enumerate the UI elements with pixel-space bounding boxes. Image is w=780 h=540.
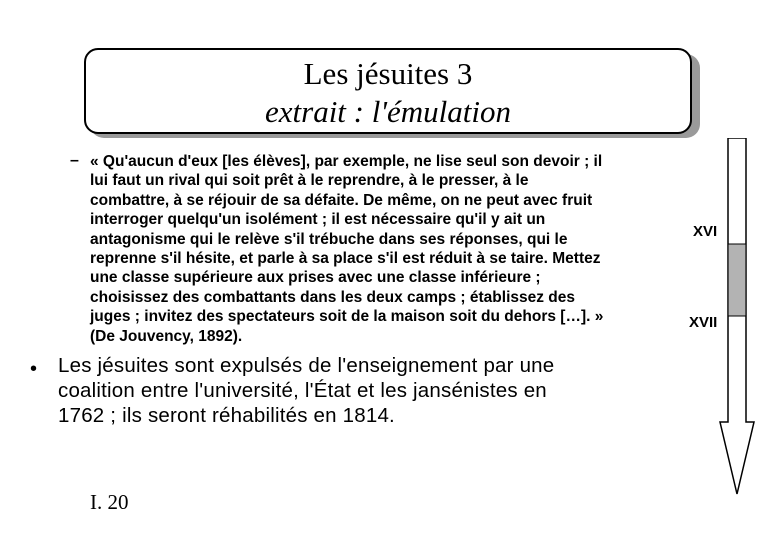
- timeline-label-xvi: XVI: [693, 223, 718, 240]
- quote-line: antagonisme qui le relève s'il trébuche dans ses réponses, qui le: [90, 230, 568, 248]
- bullet-line: coalition entre l'université, l'État et les jansénistes en: [58, 379, 547, 402]
- quote-line: une classe supérieure aux prises avec une classe inférieure ;: [90, 269, 541, 287]
- slide-title: Les jésuites 3: [303, 56, 473, 91]
- quote-block: [90, 152, 690, 346]
- bullet-line: Les jésuites sont expulsés de l'enseignement par une: [58, 354, 555, 377]
- timeline-century-highlight: [729, 244, 746, 316]
- slide-subtitle: extrait : l'émulation: [265, 94, 511, 129]
- quote-line: reprenne s'il hésite, et parle à sa place s'il est réduit à se taire. Mettez: [90, 250, 601, 268]
- quote-line: « Qu'aucun d'eux [les élèves], par exemple, ne lise seul son devoir ; il: [90, 153, 603, 170]
- bullet-icon: •: [30, 358, 38, 380]
- quote-dash: –: [70, 152, 79, 169]
- quote-citation: (De Jouvency, 1892).: [90, 327, 243, 345]
- bullet-line: 1762 ; ils seront réhabilités en 1814.: [58, 404, 395, 427]
- quote-line: juges ; invitez des spectateurs soit de la maison soit du dehors […]. »: [90, 308, 604, 326]
- quote-line: combattre, à se réjouir de sa défaite. De même, on ne peut avec fruit: [90, 191, 593, 209]
- quote-line: lui faut un rival qui soit prêt à le reprendre, à le presser, à le: [90, 172, 529, 190]
- bullet-text: [58, 353, 698, 428]
- timeline-arrow-icon: [716, 138, 756, 500]
- timeline-label-xvii: XVII: [689, 314, 718, 331]
- quote-line: interroger quelqu'un isolément ; il est nécessaire qu'il y ait un: [90, 211, 546, 229]
- quote-line: choisissez des combattants dans les deux camps ; établissez des: [90, 288, 575, 306]
- title-box: [84, 48, 692, 134]
- slide-number: I. 20: [90, 490, 129, 514]
